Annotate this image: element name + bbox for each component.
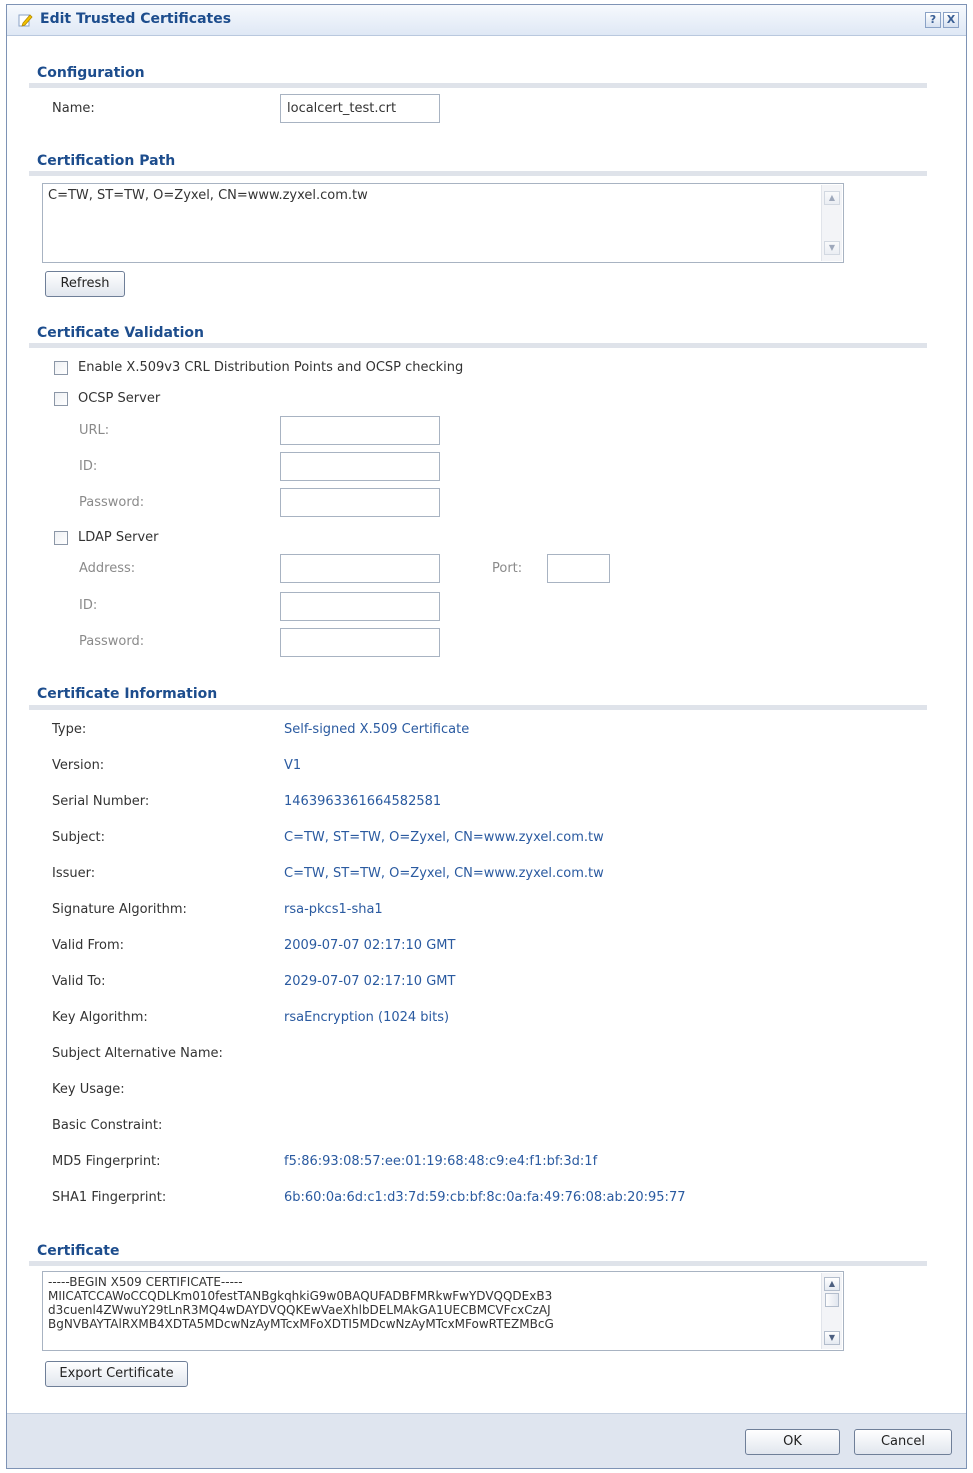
info-value: C=TW, ST=TW, O=Zyxel, CN=www.zyxel.com.tw (284, 866, 604, 881)
name-input[interactable] (280, 94, 440, 123)
ldap-password-input[interactable] (280, 628, 440, 657)
info-label: Basic Constraint: (52, 1118, 163, 1133)
ldap-server-checkbox[interactable] (54, 531, 68, 545)
name-label: Name: (52, 101, 95, 116)
help-icon[interactable]: ? (925, 12, 941, 28)
info-label: Type: (52, 722, 87, 737)
ocsp-id-label: ID: (79, 459, 98, 474)
section-divider (29, 705, 927, 710)
section-divider (29, 343, 927, 348)
scroll-thumb[interactable] (825, 1293, 839, 1307)
ldap-port-input[interactable] (547, 554, 610, 583)
configuration-section-title: Configuration (37, 65, 145, 81)
info-label: Issuer: (52, 866, 96, 881)
info-value: 6b:60:0a:6d:c1:d3:7d:59:cb:bf:8c:0a:fa:49:76:08:ab:20:95:77 (284, 1190, 686, 1205)
ocsp-server-label: OCSP Server (78, 391, 161, 406)
certification-path-textarea[interactable] (42, 183, 844, 263)
edit-pencil-icon (17, 12, 33, 28)
dialog-titlebar (7, 5, 966, 36)
info-value: 2029-07-07 02:17:10 GMT (284, 974, 456, 989)
ldap-address-label: Address: (79, 561, 136, 576)
section-divider (29, 1261, 927, 1266)
scroll-down-icon[interactable]: ▼ (824, 241, 840, 255)
info-label: Valid To: (52, 974, 106, 989)
certificate-pem-text: -----BEGIN X509 CERTIFICATE----- MIICATCCAWoCCQDLKm010festTANBgkqhkiG9w0BAQUFADBFMRkwFwYDVQQDExB3 d3cuenl4ZWwuY29tLnR3MQ4wDAYDVQQKEwVaeXhlbDELMAkGA1UECBMCVFcxCzAJ BgNVBAYTAlRXMB4XDTA5MDcwNzAyMTcxMFoXDTI5MDcwNzAyMTcxMFowRTEZMBcG (48, 1275, 554, 1331)
info-label: Signature Algorithm: (52, 902, 187, 917)
edit-trusted-certificates-dialog (6, 4, 967, 1469)
close-icon[interactable]: X (943, 12, 959, 28)
path-scrollbar[interactable] (821, 185, 842, 261)
section-divider (29, 83, 927, 88)
section-divider (29, 171, 927, 176)
ocsp-password-input[interactable] (280, 488, 440, 517)
info-label: Subject Alternative Name: (52, 1046, 223, 1061)
scroll-down-icon[interactable]: ▼ (824, 1331, 840, 1345)
ldap-id-input[interactable] (280, 592, 440, 621)
dialog-footer (7, 1413, 966, 1468)
cancel-button[interactable]: Cancel (854, 1429, 952, 1455)
ldap-server-label: LDAP Server (78, 530, 159, 545)
certificate-scrollbar[interactable] (821, 1273, 842, 1349)
info-value: V1 (284, 758, 302, 773)
info-value: C=TW, ST=TW, O=Zyxel, CN=www.zyxel.com.tw (284, 830, 604, 845)
info-value: Self-signed X.509 Certificate (284, 722, 470, 737)
ok-button[interactable]: OK (745, 1429, 840, 1455)
info-label: Key Algorithm: (52, 1010, 148, 1025)
certificate-validation-section-title: Certificate Validation (37, 325, 205, 341)
info-value: rsa-pkcs1-sha1 (284, 902, 383, 917)
enable-crl-checkbox[interactable] (54, 361, 68, 375)
scroll-up-icon[interactable]: ▲ (824, 191, 840, 205)
ocsp-id-input[interactable] (280, 452, 440, 481)
ldap-port-label: Port: (492, 561, 523, 576)
dialog-title: Edit Trusted Certificates (40, 11, 232, 27)
ocsp-password-label: Password: (79, 495, 145, 510)
ocsp-url-label: URL: (79, 423, 110, 438)
info-label: Subject: (52, 830, 105, 845)
export-certificate-button[interactable]: Export Certificate (45, 1361, 188, 1387)
scroll-up-icon[interactable]: ▲ (824, 1277, 840, 1291)
info-value: rsaEncryption (1024 bits) (284, 1010, 450, 1025)
info-label: Key Usage: (52, 1082, 125, 1097)
certification-path-text: C=TW, ST=TW, O=Zyxel, CN=www.zyxel.com.tw (48, 188, 368, 203)
info-label: MD5 Fingerprint: (52, 1154, 161, 1169)
info-label: SHA1 Fingerprint: (52, 1190, 167, 1205)
info-label: Valid From: (52, 938, 125, 953)
certification-path-section-title: Certification Path (37, 153, 176, 169)
refresh-button[interactable]: Refresh (45, 271, 125, 297)
certificate-information-section-title: Certificate Information (37, 686, 218, 702)
info-value: 2009-07-07 02:17:10 GMT (284, 938, 456, 953)
info-label: Version: (52, 758, 105, 773)
info-label: Serial Number: (52, 794, 150, 809)
info-value: f5:86:93:08:57:ee:01:19:68:48:c9:e4:f1:bf:3d:1f (284, 1154, 598, 1169)
info-value: 1463963361664582581 (284, 794, 442, 809)
certificate-section-title: Certificate (37, 1243, 120, 1259)
ldap-id-label: ID: (79, 598, 98, 613)
ocsp-server-checkbox[interactable] (54, 392, 68, 406)
enable-crl-label: Enable X.509v3 CRL Distribution Points and OCSP checking (78, 360, 464, 375)
ldap-address-input[interactable] (280, 554, 440, 583)
ldap-password-label: Password: (79, 634, 145, 649)
ocsp-url-input[interactable] (280, 416, 440, 445)
certificate-pem-textarea[interactable] (42, 1271, 844, 1351)
